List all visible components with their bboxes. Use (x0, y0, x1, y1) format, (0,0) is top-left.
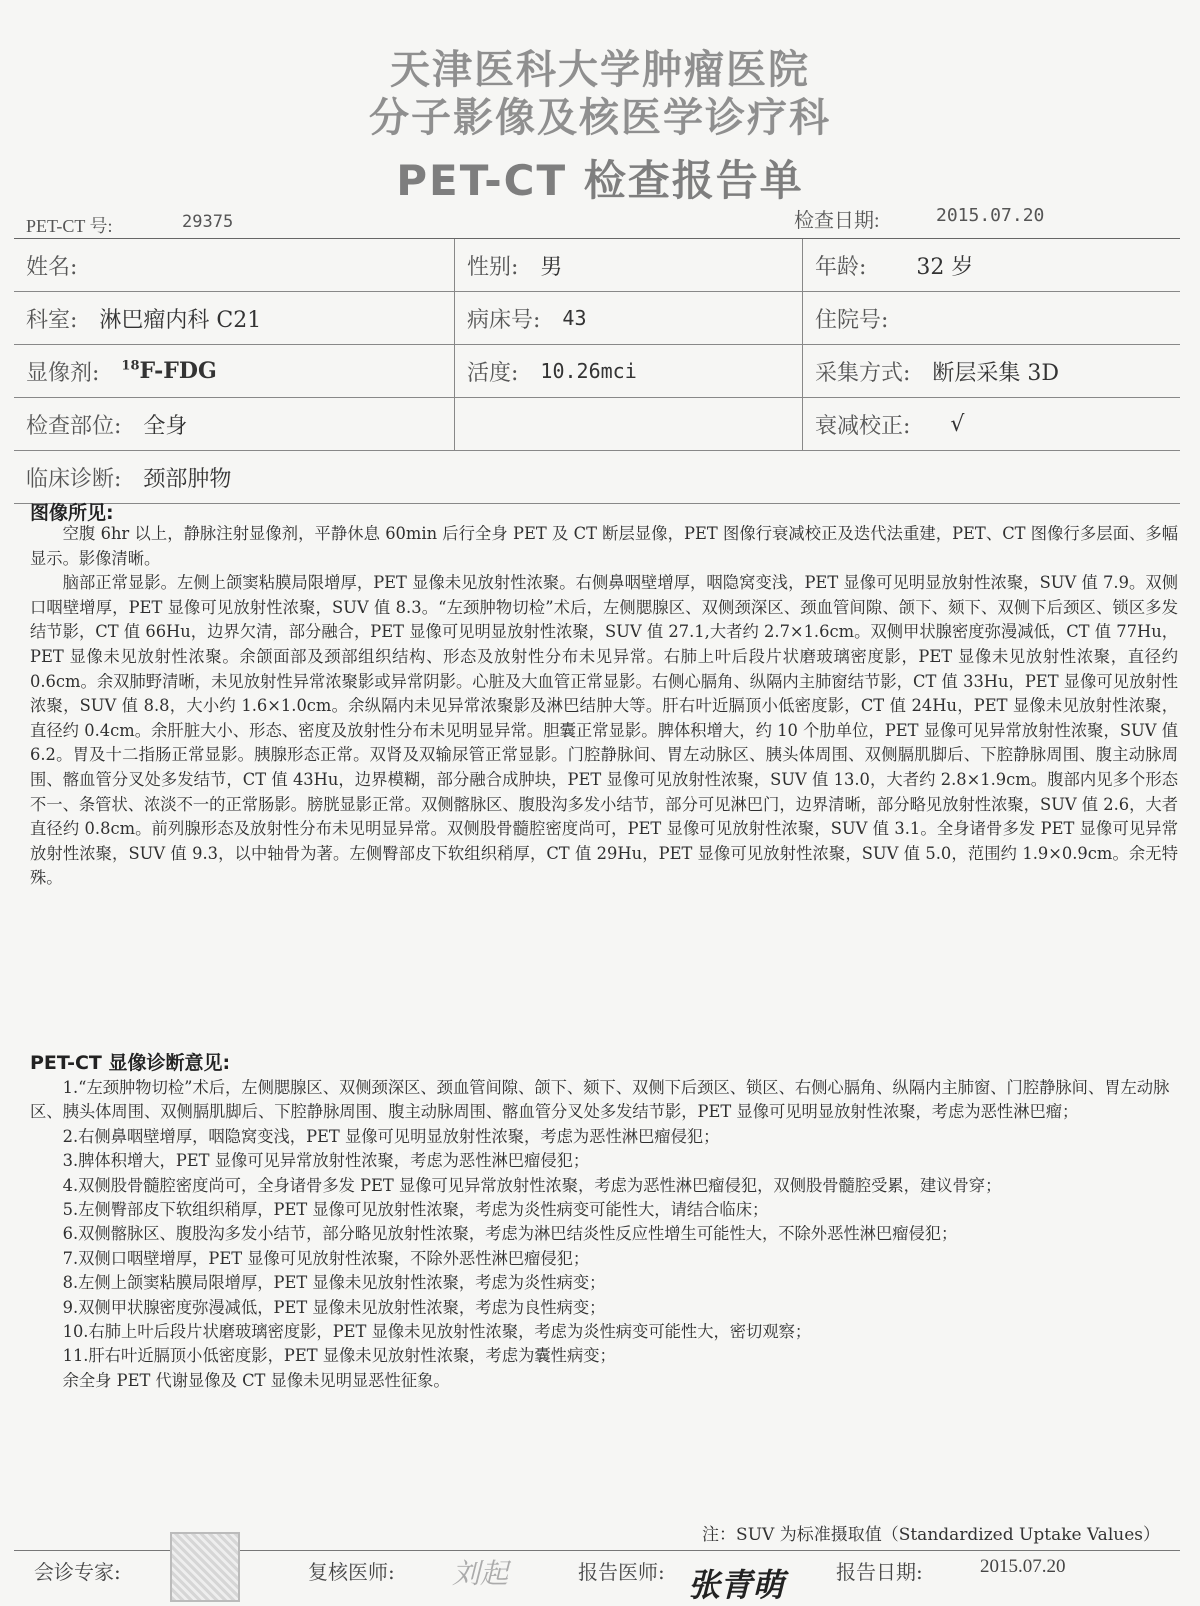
dept-value: 淋巴瘤内科 C21 (99, 307, 262, 333)
review-label: 复核医师: (308, 1560, 395, 1584)
name-cell (14, 239, 454, 291)
petct-no: 29375 (182, 212, 234, 232)
findings-paragraph: 脑部正常显影。左侧上颌窦粘膜局限增厚，PET 显像未见放射性浓聚。右侧鼻咽壁增厚，咽隐窝变浅，PET 显像可见明显放射性浓聚，SUV 值 7.9。双侧口咽壁增厚，PET 显像可见放射性浓聚，SUV 值 8.3。“左颈肿物切检”术后，左侧腮腺区、双侧颈深区、颈血管间隙、颌下、颏下、双侧下后颈区、锁区多发结节影，CT 值 66Hu，边界欠清，部分融合，PET 显像可见明显放射性浓聚，SUV 值 27.1,大者约 2.7×1.6cm。双侧甲状腺密度弥漫减低，CT 值 77Hu，PET 显像未见放射性浓聚。余颌面部及颈部组织结构、形态及放射性分布未见异常。右肺上叶后段片状磨玻璃密度影，PET 显像未见放射性浓聚，直径约 0.6cm。余双肺野清晰，未见放射性异常浓聚影或异常阴影。心脏及大血管正常显影。右侧心膈角、纵隔内主肺窗结节影，CT 值 33Hu，PET 显像可见放射性浓聚，SUV 值 8.8，大小约 1.6×1.0cm。余纵隔内未见异常浓聚影及淋巴结肿大等。肝右叶近膈顶小低密度影，CT 值 24Hu，PET 显像未见放射性浓聚，直径约 0.4cm。余肝脏大小、形态、密度及放射性分布未见明显异常。胆囊正常显影。脾体积增大，约 10 个肋单位，PET 显像可见异常放射性浓聚，SUV 值 6.2。胃及十二指肠正常显影。胰腺形态正常。双肾及双输尿管正常显影。门腔静脉间、胃左动脉区、胰头体周围、双侧膈肌脚后、下腔静脉周围、腹主动脉周围、髂血管分叉处多发结节，CT 值 43Hu，边界模糊，部分融合成肿块，PET 显像可见放射性浓聚，SUV 值 13.0，大者约 2.8×1.9cm。腹部内见多个形态不一、条管状、浓淡不一的正常肠影。膀胱显影正常。双侧髂脉区、腹股沟多发小结节，部分可见淋巴门，边界清晰，部分略见放射性浓聚，SUV 值 2.6，大者直径约 0.8cm。前列腺形态及放射性分布未见明显异常。双侧股骨髓腔密度尚可，PET 显像可见放射性浓聚，SUV 值 3.1。全身诸骨多发 PET 显像可见异常放射性浓聚，SUV 值 9.3，以中轴骨为著。左侧臀部皮下软组织稍厚，CT 值 29Hu，PET 显像可见放射性浓聚，SUV 值 5.0，范围约 1.9×0.9cm。余无特殊。 (30, 573, 1178, 888)
activity-cell (454, 345, 802, 397)
agent-value (121, 358, 216, 384)
activity-value: 10.26mci (540, 359, 637, 383)
atten-value: √ (950, 411, 965, 437)
age-label: 年龄: (815, 254, 867, 280)
findings-heading: 图像所见: (30, 502, 114, 524)
report-date: 2015.07.20 (980, 1556, 1066, 1577)
sex-label: 性别: (467, 254, 519, 280)
dept-cell (14, 292, 454, 344)
consult-label: 会诊专家: (34, 1560, 121, 1584)
review-signature: 刘起 (452, 1557, 509, 1590)
diagnosis-heading: PET-CT 显像诊断意见: (30, 1052, 231, 1074)
site-value: 全身 (143, 413, 188, 439)
diagnosis-item: 4.双侧股骨髓腔密度尚可，全身诸骨多发 PET 显像可见异常放射性浓聚，考虑为恶性淋巴瘤侵犯，双侧股骨髓腔受累，建议骨穿； (62, 1175, 1002, 1195)
clinical-cell (14, 451, 1180, 503)
diagnosis-item: 8.左侧上颌窦粘膜局限增厚，PET 显像未见放射性浓聚，考虑为炎性病变； (62, 1273, 606, 1293)
report-title: PET-CT 检查报告单 (396, 156, 804, 205)
age-value: 32 岁 (916, 254, 974, 280)
agent-cell (14, 345, 454, 397)
name-label: 姓名: (26, 254, 78, 280)
report-doctor-signature: 张青萌 (688, 1566, 785, 1604)
info-row-2 (14, 292, 1180, 345)
sex-value: 男 (540, 254, 563, 280)
inpatient-label: 住院号: (815, 307, 889, 333)
hospital-title: 天津医科大学肿瘤医院 (390, 47, 810, 93)
findings-body (30, 522, 1178, 891)
agent-label: 显像剂: (26, 360, 100, 386)
site-cell (14, 398, 454, 450)
diagnosis-item: 3.脾体积增大，PET 显像可见异常放射性浓聚，考虑为恶性淋巴瘤侵犯； (62, 1151, 590, 1171)
patient-info-table (14, 238, 1180, 504)
age-cell (802, 239, 1180, 291)
mode-value: 断层采集 3D (932, 360, 1060, 386)
diagnosis-item: 7.双侧口咽壁增厚，PET 显像可见放射性浓聚，不除外恶性淋巴瘤侵犯； (62, 1248, 590, 1268)
diagnosis-item: 6.双侧髂脉区、腹股沟多发小结节，部分略见放射性浓聚，考虑为淋巴结炎性反应性增生可能性大，不除外恶性淋巴瘤侵犯； (62, 1224, 958, 1244)
inpatient-cell (802, 292, 1180, 344)
bed-cell (454, 292, 802, 344)
atten-cell (802, 398, 1180, 450)
info-row-4 (14, 398, 1180, 451)
exam-date-label: 检查日期: (794, 210, 880, 232)
diagnosis-item: 余全身 PET 代谢显像及 CT 显像未见明显恶性征象。 (62, 1370, 450, 1390)
diagnosis-item: 10.右肺上叶后段片状磨玻璃密度影，PET 显像未见放射性浓聚，考虑为炎性病变可能性大，密切观察； (62, 1322, 812, 1342)
info-row-3 (14, 345, 1180, 398)
activity-label: 活度: (467, 360, 519, 386)
mode-label: 采集方式: (815, 360, 911, 386)
diagnosis-item: 1.“左颈肿物切检”术后，左侧腮腺区、双侧颈深区、颈血管间隙、颌下、颏下、双侧下后颈区、锁区、右侧心膈角、纵隔内主肺窗、门腔静脉间、胃左动脉区、胰头体周围、双侧膈肌脚后、下腔静脉周围、腹主动脉周围、髂血管分叉处多发结节影，PET 显像可见明显放射性浓聚，考虑为恶性淋巴瘤； (30, 1078, 1170, 1122)
diagnosis-item: 9.双侧甲状腺密度弥漫减低，PET 显像未见放射性浓聚，考虑为良性病变； (62, 1297, 606, 1317)
exam-date: 2015.07.20 (936, 205, 1045, 226)
diagnosis-item: 2.右侧鼻咽壁增厚，咽隐窝变浅，PET 显像可见明显放射性浓聚，考虑为恶性淋巴瘤侵犯； (62, 1126, 720, 1146)
info-row-5 (14, 451, 1180, 504)
petct-no-label: PET-CT 号: (26, 216, 113, 236)
suv-note: 注：SUV 为标准摄取值（Standardized Uptake Values） (702, 1525, 1160, 1545)
atten-label: 衰减校正: (815, 413, 911, 439)
sex-cell (454, 239, 802, 291)
info-row-1 (14, 239, 1180, 292)
clinical-value: 颈部肿物 (143, 466, 232, 492)
diagnosis-item: 11.肝右叶近膈顶小低密度影，PET 显像未见放射性浓聚，考虑为囊性病变； (62, 1346, 616, 1366)
site-label: 检查部位: (26, 413, 122, 439)
bed-label: 病床号: (467, 307, 541, 333)
agent-isotope-sup: 18 (121, 358, 140, 374)
agent-name: F-FDG (139, 358, 217, 384)
seal-stamp-icon (170, 1532, 240, 1602)
diagnosis-list (30, 1076, 1178, 1393)
mode-cell (802, 345, 1180, 397)
dept-label: 科室: (26, 307, 78, 333)
diagnosis-item: 5.左侧臀部皮下软组织稍厚，PET 显像可见放射性浓聚，考虑为炎性病变可能性大，请结合临床； (62, 1200, 769, 1220)
report-date-label: 报告日期: (836, 1560, 923, 1584)
bed-value: 43 (562, 306, 587, 330)
report-doctor-label: 报告医师: (578, 1560, 665, 1584)
findings-paragraph: 空腹 6hr 以上，静脉注射显像剂，平静休息 60min 后行全身 PET 及 CT 断层显像，PET 图像行衰减校正及迭代法重建，PET、CT 图像行多层面、多幅显示。影像清晰。 (30, 524, 1178, 568)
empty-cell (454, 398, 802, 450)
department-title: 分子影像及核医学诊疗科 (369, 95, 831, 141)
clinical-label: 临床诊断: (26, 466, 122, 492)
